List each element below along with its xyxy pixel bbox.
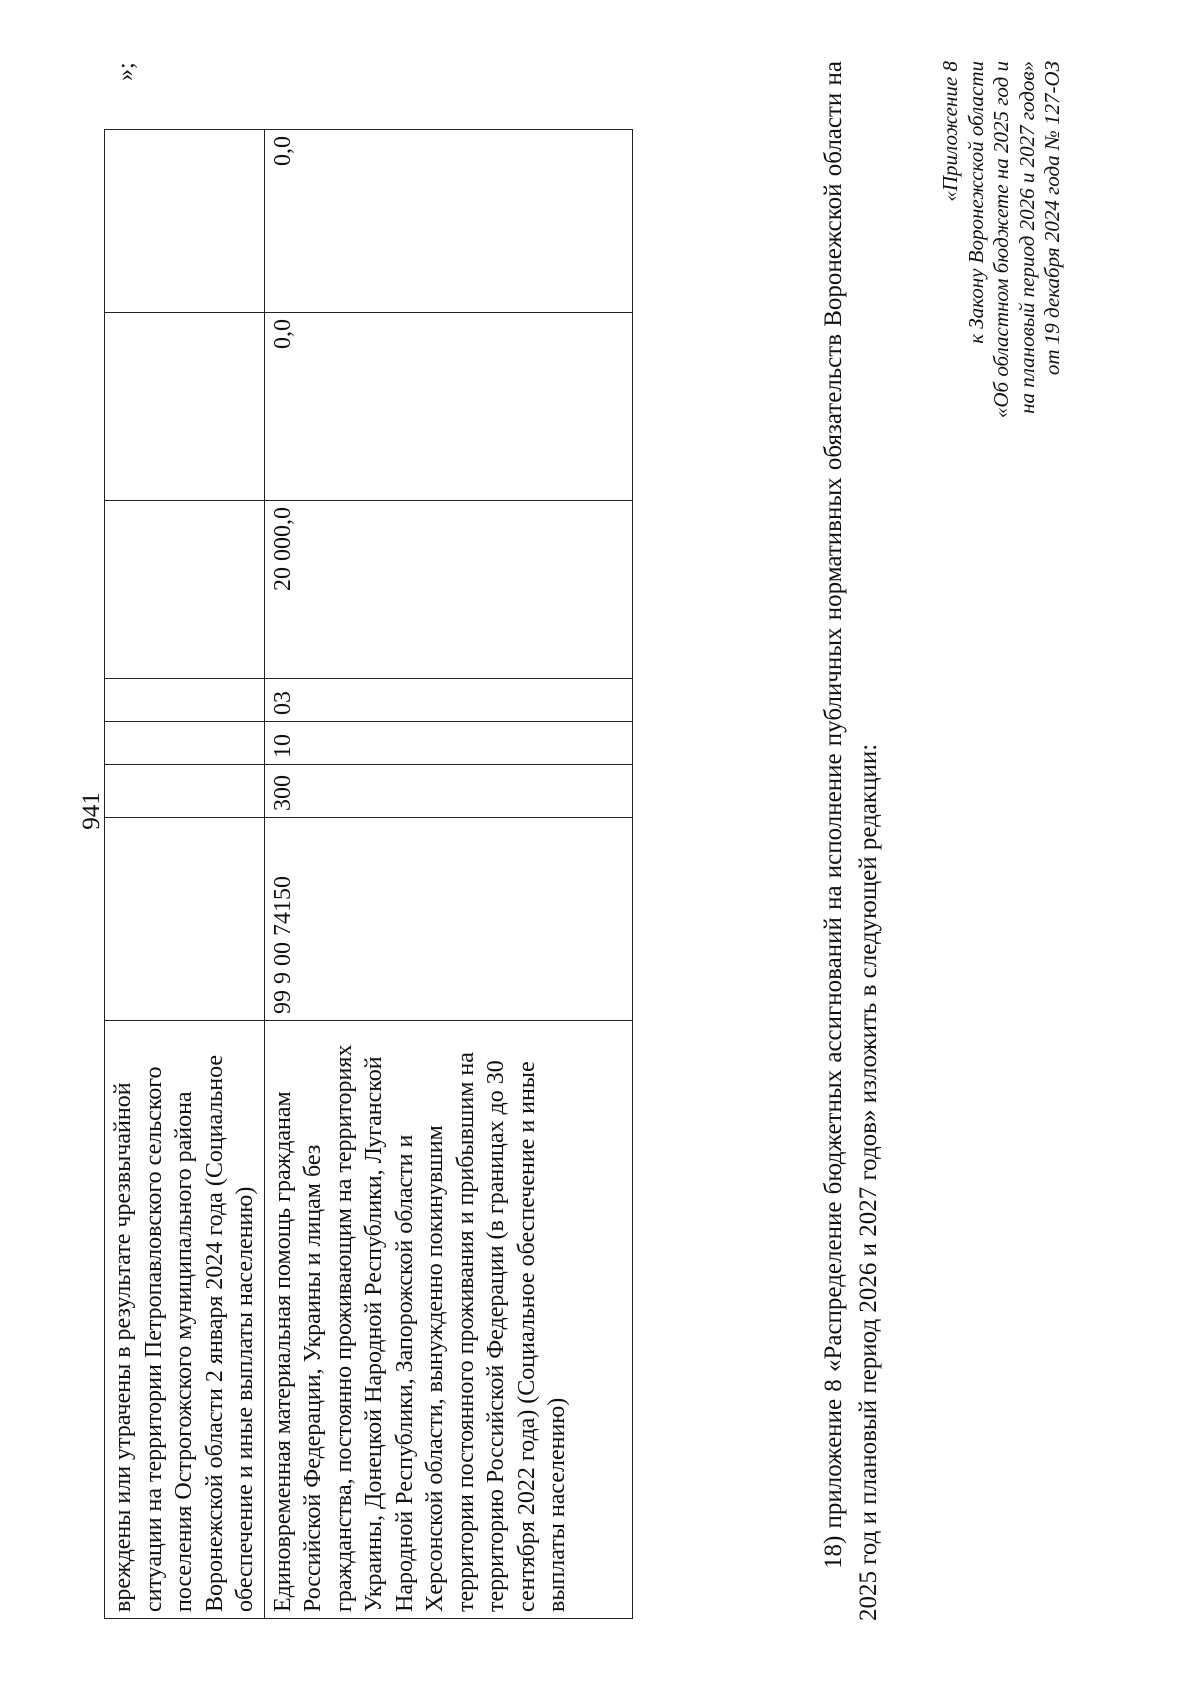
amendment-paragraph <box>816 61 886 1621</box>
closing-quote-mark: »; <box>113 62 139 81</box>
appendix-law-title-line2: на плановый период 2026 и 2027 годов» <box>1014 61 1039 414</box>
amount-2026-cell: 0,0 <box>264 313 632 501</box>
section-cell: 10 <box>264 722 632 765</box>
subsection-cell: 03 <box>264 679 632 722</box>
appendix-law-date: от 19 декабря 2024 года № 127-ОЗ <box>1040 61 1064 376</box>
appendix-header <box>938 61 1066 501</box>
page-number: 941 <box>78 792 105 830</box>
appendix-law-title-line1: «Об областном бюджете на 2025 год и <box>989 61 1013 419</box>
amendment-paragraph-text: 18) приложение 8 «Распределение бюджетных ассигнований на исполнение публичных нормативных обязательств Воронежской области на 2025 год и плановый период 2026 и 2027 годов» изложить в следующей редакции: <box>820 61 882 1621</box>
table-row <box>105 130 265 1619</box>
appendix-title: «Приложение 8 <box>938 61 962 202</box>
section-cell <box>105 722 265 765</box>
amount-2027-cell: 0,0 <box>264 130 632 313</box>
subsection-cell <box>105 679 265 722</box>
target-article-code-cell: 99 9 00 74150 <box>264 818 632 1021</box>
table-row <box>264 130 632 1619</box>
target-article-code-cell <box>105 818 265 1021</box>
budget-table <box>104 129 633 1619</box>
appendix-law-reference: к Закону Воронежской области <box>963 61 988 344</box>
row-name-cell: вреждены или утрачены в результате чрезвычайной ситуации на территории Петропавловского сельского поселения Острогожского муниципального района Воронежской области 2 января 2024 года (Социальное обеспечение и иные выплаты населению) <box>105 1021 265 1619</box>
amount-2025-cell: 20 000,0 <box>264 501 632 679</box>
expense-type-cell <box>105 765 265 818</box>
amount-2025-cell <box>105 501 265 679</box>
amount-2027-cell <box>105 130 265 313</box>
amount-2026-cell <box>105 313 265 501</box>
row-name-cell: Единовременная материальная помощь гражданам Российской Федерации, Украины и лицам без гражданства, постоянно проживающим на территориях Украины, Донецкой Народной Республики, Луганской Народной Республики, Запорожской области и Херсонской области, вынужденно покинувшим территории постоянного проживания и прибывшим на территорию Российской Федерации (в границах до 30 сентября 2022 года) (Социальное обеспечение и иные выплаты населению) <box>264 1021 632 1619</box>
expense-type-cell: 300 <box>264 765 632 818</box>
